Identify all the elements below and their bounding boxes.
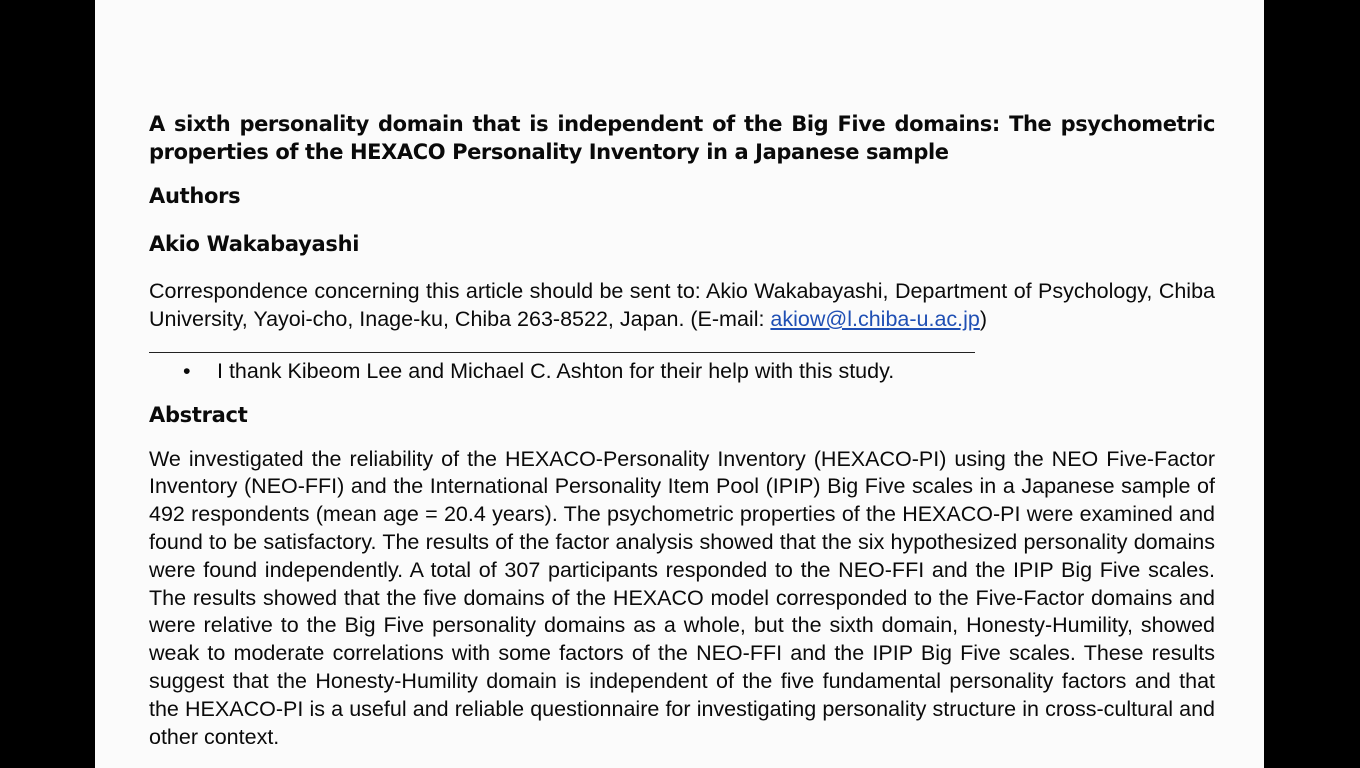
email-link[interactable]: akiow@l.chiba-u.ac.jp <box>770 306 980 331</box>
author-name: Akio Wakabayashi <box>149 232 360 256</box>
footnote-divider <box>149 352 975 353</box>
bullet-icon: • <box>183 358 191 383</box>
article-title: A sixth personality domain that is independent of the Big Five domains: The psychometric properties of the HEXACO Personality Inventory in a Japanese sample <box>149 112 1215 164</box>
document-page <box>95 0 1264 768</box>
correspondence-closing: ) <box>979 306 988 331</box>
authors-heading: Authors <box>149 184 241 208</box>
correspondence-text: Correspondence concerning this article should be sent to: Akio Wakabayashi, Department of Psychology, Chiba University, Yayoi-cho, Inage-ku, Chiba 263-8522, Japan. (E-mail: <box>149 279 1215 331</box>
document-content <box>149 110 1215 751</box>
correspondence-paragraph <box>149 278 1215 334</box>
footnote-list <box>149 357 1215 385</box>
footnote-item <box>149 357 1215 385</box>
footnote-text: I thank Kibeom Lee and Michael C. Ashton for their help with this study. <box>217 358 895 383</box>
abstract-body: We investigated the reliability of the HEXACO-Personality Inventory (HEXACO-PI) using the NEO Five-Factor Inventory (NEO-FFI) and the International Personality Item Pool (IPIP) Big Five scales in a Japanese sample of 492 respondents (mean age = 20.4 years). The psychometric properties of the HEXACO-PI were examined and found to be satisfactory. The results of the factor analysis showed that the six hypothesized personality domains were found independently. A total of 307 participants responded to the NEO-FFI and the IPIP Big Five scales. The results showed that the five domains of the HEXACO model corresponded to the Five-Factor domains and were relative to the Big Five personality domains as a whole, but the sixth domain, Honesty-Humility, showed weak to moderate correlations with some factors of the NEO-FFI and the IPIP Big Five scales. These results suggest that the Honesty-Humility domain is independent of the five fundamental personality factors and that the HEXACO-PI is a useful and reliable questionnaire for investigating personality structure in cross-cultural and other context. <box>149 446 1215 749</box>
abstract-heading: Abstract <box>149 402 248 427</box>
